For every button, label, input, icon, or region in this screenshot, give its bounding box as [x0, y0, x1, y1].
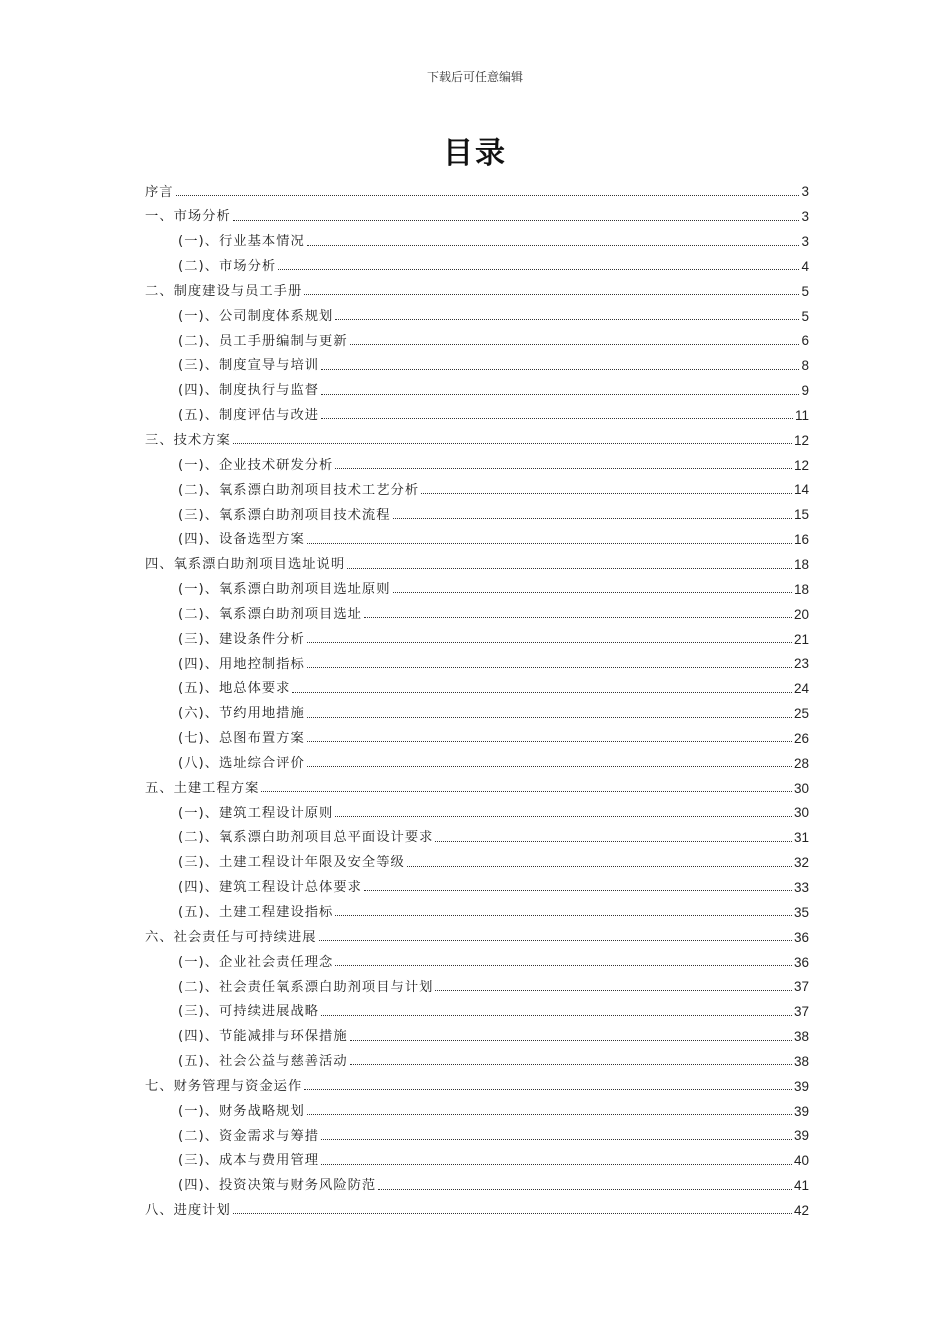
- toc-entry-title: (三)、可持续进展战略: [178, 1004, 320, 1020]
- toc-page-number: 38: [793, 1029, 809, 1045]
- toc-entry[interactable]: [145, 522, 809, 547]
- toc-dot-leader: [350, 1064, 792, 1065]
- toc-entry-title: (五)、社会公益与慈善活动: [178, 1054, 348, 1070]
- toc-page-number: 42: [793, 1202, 809, 1218]
- page-header: 下载后可任意编辑: [426, 70, 523, 84]
- toc-entry[interactable]: [145, 745, 809, 770]
- toc-entry-title: 一、市场分析: [145, 209, 231, 225]
- toc-dot-leader: [335, 468, 792, 469]
- toc-entry-title: (四)、节能减排与环保措施: [178, 1029, 348, 1045]
- toc-dot-leader: [278, 269, 799, 270]
- toc-page-number: 36: [793, 954, 809, 970]
- toc-dot-leader: [307, 1114, 792, 1115]
- toc-page-number: 6: [801, 333, 809, 349]
- toc-entry[interactable]: [145, 273, 809, 298]
- toc-entry[interactable]: [145, 820, 809, 845]
- toc-entry[interactable]: [145, 348, 809, 373]
- toc-dot-leader: [321, 418, 793, 419]
- toc-page-number: 41: [793, 1178, 809, 1194]
- toc-page-number: 40: [793, 1153, 809, 1169]
- toc-dot-leader: [364, 617, 792, 618]
- toc-dot-leader: [176, 195, 800, 196]
- toc-entry[interactable]: [145, 472, 809, 497]
- toc-page-number: 3: [801, 234, 809, 250]
- toc-dot-leader: [435, 841, 792, 842]
- toc-entry[interactable]: [145, 795, 809, 820]
- toc-page-number: 8: [801, 358, 809, 374]
- page-title: 目录: [443, 136, 507, 171]
- toc-entry[interactable]: [145, 249, 809, 274]
- toc-entry[interactable]: [145, 919, 809, 944]
- toc-entry-title: (二)、员工手册编制与更新: [178, 333, 348, 349]
- toc-entry-title: (四)、制度执行与监督: [178, 383, 320, 399]
- toc-entry[interactable]: [145, 298, 809, 323]
- toc-entry-title: 三、技术方案: [145, 432, 231, 448]
- toc-entry[interactable]: [145, 1118, 809, 1143]
- toc-page-number: 5: [801, 308, 809, 324]
- toc-entry-title: 八、进度计划: [145, 1203, 231, 1219]
- toc-page-number: 26: [793, 730, 809, 746]
- toc-page-number: 20: [793, 606, 809, 622]
- toc-page-number: 11: [794, 407, 809, 423]
- toc-dot-leader: [307, 245, 800, 246]
- toc-entry[interactable]: [145, 174, 809, 199]
- toc-entry-title: (一)、公司制度体系规划: [178, 308, 334, 324]
- toc-entry[interactable]: [145, 894, 809, 919]
- toc-entry[interactable]: [145, 447, 809, 472]
- toc-dot-leader: [335, 965, 792, 966]
- toc-entry[interactable]: [145, 770, 809, 795]
- toc-dot-leader: [321, 394, 799, 395]
- toc-entry-title: (三)、建设条件分析: [178, 631, 305, 647]
- toc-dot-leader: [335, 319, 799, 320]
- toc-dot-leader: [321, 369, 799, 370]
- toc-entry[interactable]: [145, 596, 809, 621]
- toc-dot-leader: [421, 493, 792, 494]
- toc-page-number: 30: [793, 780, 809, 796]
- toc-dot-leader: [319, 940, 792, 941]
- toc-page-number: 33: [793, 879, 809, 895]
- toc-entry[interactable]: [145, 870, 809, 895]
- toc-entry-title: 五、土建工程方案: [145, 780, 260, 796]
- toc-dot-leader: [307, 741, 792, 742]
- toc-dot-leader: [233, 1213, 792, 1214]
- toc-entry[interactable]: [145, 422, 809, 447]
- toc-page-number: 23: [793, 656, 809, 672]
- table-of-contents: [145, 174, 809, 1217]
- toc-page-number: 39: [793, 1078, 809, 1094]
- toc-entry[interactable]: [145, 646, 809, 671]
- toc-entry[interactable]: [145, 323, 809, 348]
- toc-entry-title: (八)、选址综合评价: [178, 755, 305, 771]
- toc-entry-title: (六)、节约用地措施: [178, 706, 305, 722]
- toc-entry-title: (二)、氧系漂白助剂项目总平面设计要求: [178, 830, 434, 846]
- toc-entry[interactable]: [145, 1193, 809, 1218]
- toc-entry-title: (一)、企业技术研发分析: [178, 457, 334, 473]
- toc-dot-leader: [304, 294, 799, 295]
- toc-dot-leader: [335, 816, 792, 817]
- toc-dot-leader: [321, 1164, 792, 1165]
- toc-dot-leader: [321, 1139, 792, 1140]
- toc-dot-leader: [347, 568, 792, 569]
- toc-entry[interactable]: [145, 994, 809, 1019]
- toc-page-number: 9: [801, 383, 809, 399]
- toc-dot-leader: [307, 543, 792, 544]
- toc-entry[interactable]: [145, 199, 809, 224]
- toc-dot-leader: [335, 915, 792, 916]
- toc-page-number: 39: [793, 1103, 809, 1119]
- toc-entry[interactable]: [145, 721, 809, 746]
- toc-entry[interactable]: [145, 621, 809, 646]
- toc-dot-leader: [407, 866, 792, 867]
- toc-page-number: 3: [801, 184, 809, 200]
- toc-entry-title: (七)、总图布置方案: [178, 731, 305, 747]
- toc-dot-leader: [307, 642, 792, 643]
- toc-entry-title: (二)、资金需求与筹措: [178, 1128, 320, 1144]
- toc-dot-leader: [233, 220, 800, 221]
- toc-entry-title: (一)、企业社会责任理念: [178, 954, 334, 970]
- toc-entry[interactable]: [145, 944, 809, 969]
- toc-page-number: 14: [793, 482, 809, 498]
- toc-dot-leader: [261, 791, 792, 792]
- toc-page-number: 37: [793, 979, 809, 995]
- toc-page-number: 12: [793, 432, 809, 448]
- toc-page-number: 32: [793, 855, 809, 871]
- toc-entry-title: 四、氧系漂白助剂项目选址说明: [145, 557, 346, 573]
- toc-dot-leader: [393, 518, 792, 519]
- toc-entry-title: (三)、制度宣导与培训: [178, 358, 320, 374]
- toc-entry-title: (一)、财务战略规划: [178, 1103, 305, 1119]
- toc-entry-title: (四)、用地控制指标: [178, 656, 305, 672]
- toc-entry[interactable]: [145, 572, 809, 597]
- toc-entry-title: (一)、氧系漂白助剂项目选址原则: [178, 582, 391, 598]
- toc-dot-leader: [307, 717, 792, 718]
- toc-entry-title: (五)、制度评估与改进: [178, 408, 320, 424]
- toc-entry-title: (一)、行业基本情况: [178, 234, 305, 250]
- toc-page-number: 31: [793, 830, 809, 846]
- toc-page-number: 36: [793, 929, 809, 945]
- toc-page-number: 12: [793, 457, 809, 473]
- toc-entry-title: (五)、地总体要求: [178, 681, 291, 697]
- toc-dot-leader: [307, 667, 792, 668]
- toc-entry[interactable]: [145, 224, 809, 249]
- toc-dot-leader: [233, 443, 792, 444]
- toc-dot-leader: [307, 766, 792, 767]
- toc-page-number: 28: [793, 755, 809, 771]
- toc-entry-title: (三)、氧系漂白助剂项目技术流程: [178, 507, 391, 523]
- toc-entry-title: (二)、氧系漂白助剂项目选址: [178, 606, 362, 622]
- toc-entry[interactable]: [145, 1044, 809, 1069]
- toc-entry-title: (四)、投资决策与财务风险防范: [178, 1178, 377, 1194]
- toc-dot-leader: [350, 344, 800, 345]
- toc-dot-leader: [321, 1015, 792, 1016]
- toc-entry[interactable]: [145, 547, 809, 572]
- toc-page-number: 30: [793, 805, 809, 821]
- toc-entry[interactable]: [145, 671, 809, 696]
- toc-page-number: 3: [801, 209, 809, 225]
- toc-page-number: 24: [793, 681, 809, 697]
- toc-entry-title: 七、财务管理与资金运作: [145, 1078, 303, 1094]
- toc-dot-leader: [350, 1040, 792, 1041]
- toc-page-number: 35: [793, 904, 809, 920]
- toc-entry-title: (四)、设备选型方案: [178, 532, 305, 548]
- toc-entry-title: (三)、土建工程设计年限及安全等级: [178, 855, 405, 871]
- toc-entry[interactable]: [145, 696, 809, 721]
- toc-dot-leader: [304, 1089, 792, 1090]
- toc-entry-title: (二)、氧系漂白助剂项目技术工艺分析: [178, 482, 420, 498]
- toc-entry[interactable]: [145, 373, 809, 398]
- toc-entry[interactable]: [145, 1068, 809, 1093]
- toc-dot-leader: [378, 1189, 792, 1190]
- toc-page-number: 38: [793, 1053, 809, 1069]
- toc-entry[interactable]: [145, 1093, 809, 1118]
- toc-entry-title: (三)、成本与费用管理: [178, 1153, 320, 1169]
- toc-page-number: 18: [793, 557, 809, 572]
- toc-page-number: 18: [793, 581, 809, 597]
- toc-dot-leader: [364, 890, 792, 891]
- toc-entry[interactable]: [145, 1143, 809, 1168]
- toc-entry-title: (四)、建筑工程设计总体要求: [178, 880, 362, 896]
- toc-entry[interactable]: [145, 497, 809, 522]
- toc-page-number: 39: [793, 1128, 809, 1144]
- toc-dot-leader: [393, 592, 792, 593]
- toc-page-number: 16: [793, 532, 809, 548]
- toc-page-number: 21: [793, 631, 809, 647]
- toc-entry[interactable]: [145, 845, 809, 870]
- toc-entry-title: 六、社会责任与可持续进展: [145, 929, 317, 945]
- toc-entry-title: 序言: [145, 184, 174, 200]
- toc-entry[interactable]: [145, 398, 809, 423]
- toc-page-number: 37: [793, 1004, 809, 1020]
- toc-page-number: 4: [801, 258, 809, 274]
- toc-entry[interactable]: [145, 1019, 809, 1044]
- toc-entry[interactable]: [145, 969, 809, 994]
- toc-entry-title: (五)、土建工程建设指标: [178, 905, 334, 921]
- toc-entry-title: (二)、社会责任氧系漂白助剂项目与计划: [178, 979, 434, 995]
- toc-dot-leader: [292, 692, 792, 693]
- toc-dot-leader: [435, 990, 792, 991]
- toc-entry-title: (二)、市场分析: [178, 259, 277, 275]
- toc-entry-title: (一)、建筑工程设计原则: [178, 805, 334, 821]
- toc-page-number: 5: [801, 283, 809, 299]
- toc-page-number: 15: [793, 507, 809, 523]
- toc-page-number: 25: [793, 706, 809, 722]
- toc-entry[interactable]: [145, 1168, 809, 1193]
- toc-entry-title: 二、制度建设与员工手册: [145, 283, 303, 299]
